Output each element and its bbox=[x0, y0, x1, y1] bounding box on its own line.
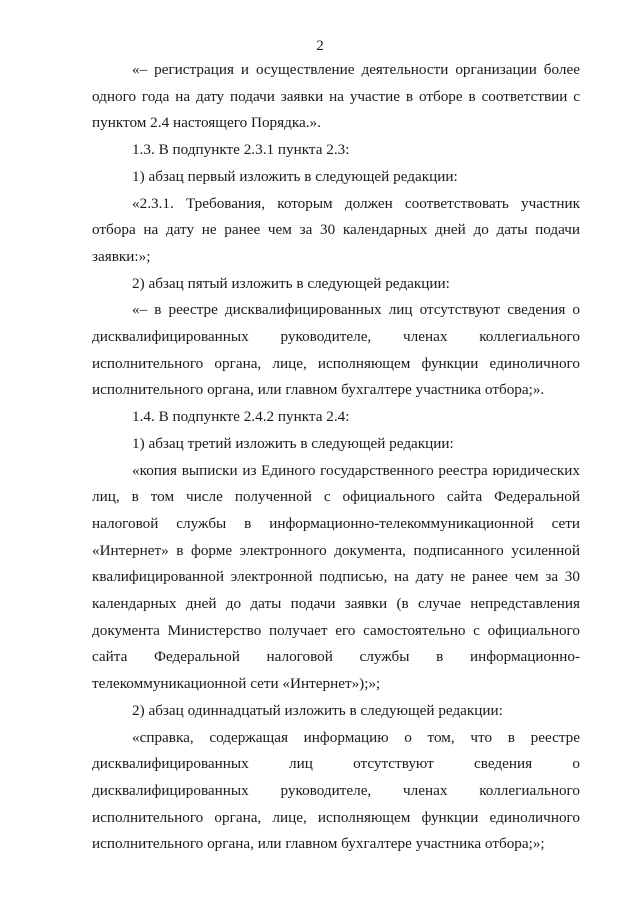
paragraph-fifth-abzac: 2) абзац пятый изложить в следующей редакции: bbox=[132, 274, 450, 292]
paragraph-certificate: «справка, содержащая информацию о том, что в реестре дисквалифицированных лиц отсутствуют сведения о дисквалифицированных руководителе, членах коллегиального исполнительного органа, лице, исполняющем функции единоличного исполнительного органа, или главном бухгалтере участника отбора;»; bbox=[92, 728, 580, 853]
paragraph-first-abzac: 1) абзац первый изложить в следующей редакции: bbox=[132, 167, 458, 185]
paragraph-1-4-heading: 1.4. В подпункте 2.4.2 пункта 2.4: bbox=[132, 408, 350, 426]
paragraph-1-3-heading: 1.3. В подпункте 2.3.1 пункта 2.3: bbox=[132, 141, 350, 159]
paragraph-third-abzac: 1) абзац третий изложить в следующей редакции: bbox=[132, 434, 454, 452]
paragraph-eleventh-abzac: 2) абзац одиннадцатый изложить в следующей редакции: bbox=[132, 701, 503, 719]
paragraph-egrul-extract: «копия выписки из Единого государственного реестра юридических лиц, в том числе полученной с официального сайта Федеральной налоговой службы в информационно-телекоммуникационной сети «Интернет» в форме электронного документа, подписанного усиленной квалифицированной электронной подписью, на дату не ранее чем за 30 календарных дней до даты подачи заявки (в случае непредставления документа Министерство получает его самостоятельно с официального сайта Федеральной налоговой службы в информационно-телекоммуникационной сети «Интернет»);»; bbox=[92, 461, 580, 693]
document-body bbox=[92, 57, 580, 858]
paragraph-registration: «– регистрация и осуществление деятельности организации более одного года на дату подачи заявки на участие в отборе в соответствии с пунктом 2.4 настоящего Порядка.». bbox=[92, 61, 580, 132]
paragraph-2-3-1-requirements: «2.3.1. Требования, которым должен соответствовать участник отбора на дату не ранее чем за 30 календарных дней до даты подачи заявки:»; bbox=[92, 194, 580, 265]
page-number: 2 bbox=[316, 38, 324, 54]
paragraph-disqualified-registry: «– в реестре дисквалифицированных лиц отсутствуют сведения о дисквалифицированных руководителе, членах коллегиального исполнительного органа, лице, исполняющем функции единоличного исполнительного органа, или главном бухгалтере участника отбора;». bbox=[92, 301, 580, 399]
